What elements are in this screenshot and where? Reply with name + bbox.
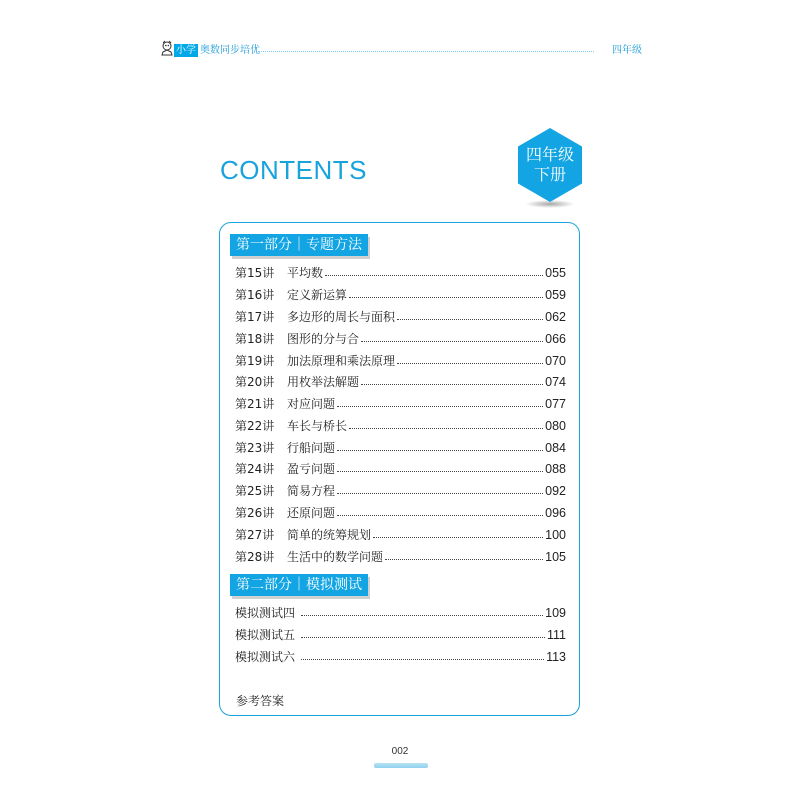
toc-entry[interactable]	[235, 373, 566, 391]
badge-line-1: 四年级	[525, 145, 574, 164]
page-ref: 088	[545, 462, 566, 476]
lesson-title: 平均数	[287, 266, 324, 280]
header-divider	[258, 51, 594, 52]
toc-entry[interactable]	[235, 330, 566, 348]
lesson-number: 第28讲	[235, 550, 275, 564]
toc-entry[interactable]	[235, 626, 566, 644]
lesson-number: 第27讲	[235, 528, 275, 542]
lesson-number: 第16讲	[235, 288, 275, 302]
page-ref: 111	[546, 628, 566, 642]
section-header-part2: 第二部分｜模拟测试	[230, 574, 368, 596]
page-ref: 080	[545, 419, 566, 433]
toc-entry[interactable]	[235, 482, 566, 500]
toc-entry[interactable]	[235, 439, 566, 457]
toc-entry[interactable]	[235, 504, 566, 522]
lesson-number: 第26讲	[235, 506, 275, 520]
page-ref: 109	[545, 606, 566, 620]
dot-leader	[301, 615, 543, 616]
page-ref: 062	[545, 310, 566, 324]
dot-leader	[361, 341, 543, 342]
answers-entry[interactable]: 参考答案	[236, 694, 285, 708]
brand-name: 奥数同步培优	[200, 45, 260, 56]
lesson-title: 定义新运算	[287, 288, 348, 302]
lesson-title: 多边形的周长与面积	[287, 310, 396, 324]
page-title: CONTENTS	[220, 155, 367, 185]
lesson-title: 车长与桥长	[287, 419, 348, 433]
toc-entry[interactable]	[235, 352, 566, 370]
lesson-number: 第22讲	[235, 419, 275, 433]
dot-leader	[349, 297, 543, 298]
badge-line-2: 下册	[533, 165, 566, 184]
page-ref: 105	[545, 550, 566, 564]
dot-leader	[337, 471, 543, 472]
lesson-number: 第24讲	[235, 462, 275, 476]
page-ref: 077	[545, 397, 566, 411]
dot-leader	[337, 450, 543, 451]
footer-bar	[374, 763, 428, 768]
brand-highlight: 小学	[176, 45, 196, 56]
lesson-number: 第17讲	[235, 310, 275, 324]
lesson-title: 简易方程	[287, 484, 336, 498]
section-header-part1: 第一部分｜专题方法	[230, 234, 368, 256]
toc-entry[interactable]	[235, 548, 566, 566]
page-ref: 070	[545, 354, 566, 368]
toc-entry[interactable]	[235, 648, 566, 666]
dot-leader	[385, 559, 543, 560]
header-grade: 四年级	[612, 45, 642, 56]
lesson-number: 第18讲	[235, 332, 275, 346]
page-ref: 092	[545, 484, 566, 498]
toc-entry[interactable]	[235, 264, 566, 282]
test-title: 模拟测试五	[235, 628, 296, 642]
lesson-title: 盈亏问题	[287, 462, 336, 476]
page-number: 002	[391, 746, 409, 757]
running-header	[160, 40, 642, 60]
toc-entry[interactable]	[235, 417, 566, 435]
toc-entry[interactable]	[235, 604, 566, 622]
lesson-title: 加法原理和乘法原理	[287, 354, 396, 368]
dot-leader	[361, 384, 543, 385]
lesson-title: 对应问题	[287, 397, 336, 411]
page-ref: 113	[546, 650, 566, 664]
lesson-number: 第21讲	[235, 397, 275, 411]
test-title: 模拟测试六	[235, 650, 296, 664]
dot-leader	[397, 319, 543, 320]
lesson-title: 生活中的数学问题	[287, 550, 384, 564]
grade-badge	[512, 128, 588, 216]
dot-leader	[325, 275, 543, 276]
toc-entry[interactable]	[235, 526, 566, 544]
dot-leader	[337, 493, 543, 494]
dot-leader	[373, 537, 543, 538]
dot-leader	[337, 515, 543, 516]
dot-leader	[397, 363, 543, 364]
toc-entry[interactable]	[235, 460, 566, 478]
page-ref: 100	[545, 528, 566, 542]
page-ref: 074	[545, 375, 566, 389]
dot-leader	[301, 637, 545, 638]
toc-entry[interactable]	[235, 395, 566, 413]
page-ref: 084	[545, 441, 566, 455]
lesson-number: 第25讲	[235, 484, 275, 498]
page-ref: 096	[545, 506, 566, 520]
dot-leader	[301, 659, 544, 660]
lesson-title: 简单的统筹规划	[287, 528, 372, 542]
badge-text	[518, 145, 582, 185]
lesson-number: 第19讲	[235, 354, 275, 368]
lesson-title: 图形的分与合	[287, 332, 360, 346]
lesson-number: 第23讲	[235, 441, 275, 455]
dot-leader	[337, 406, 543, 407]
test-title: 模拟测试四	[235, 606, 296, 620]
toc-entry[interactable]	[235, 308, 566, 326]
lesson-number: 第15讲	[235, 266, 275, 280]
lesson-title: 用枚举法解题	[287, 375, 360, 389]
lesson-title: 还原问题	[287, 506, 336, 520]
lesson-number: 第20讲	[235, 375, 275, 389]
page-ref: 066	[545, 332, 566, 346]
lesson-title: 行船问题	[287, 441, 336, 455]
dot-leader	[349, 428, 543, 429]
toc-entry[interactable]	[235, 286, 566, 304]
page-ref: 055	[545, 266, 566, 280]
page-ref: 059	[545, 288, 566, 302]
